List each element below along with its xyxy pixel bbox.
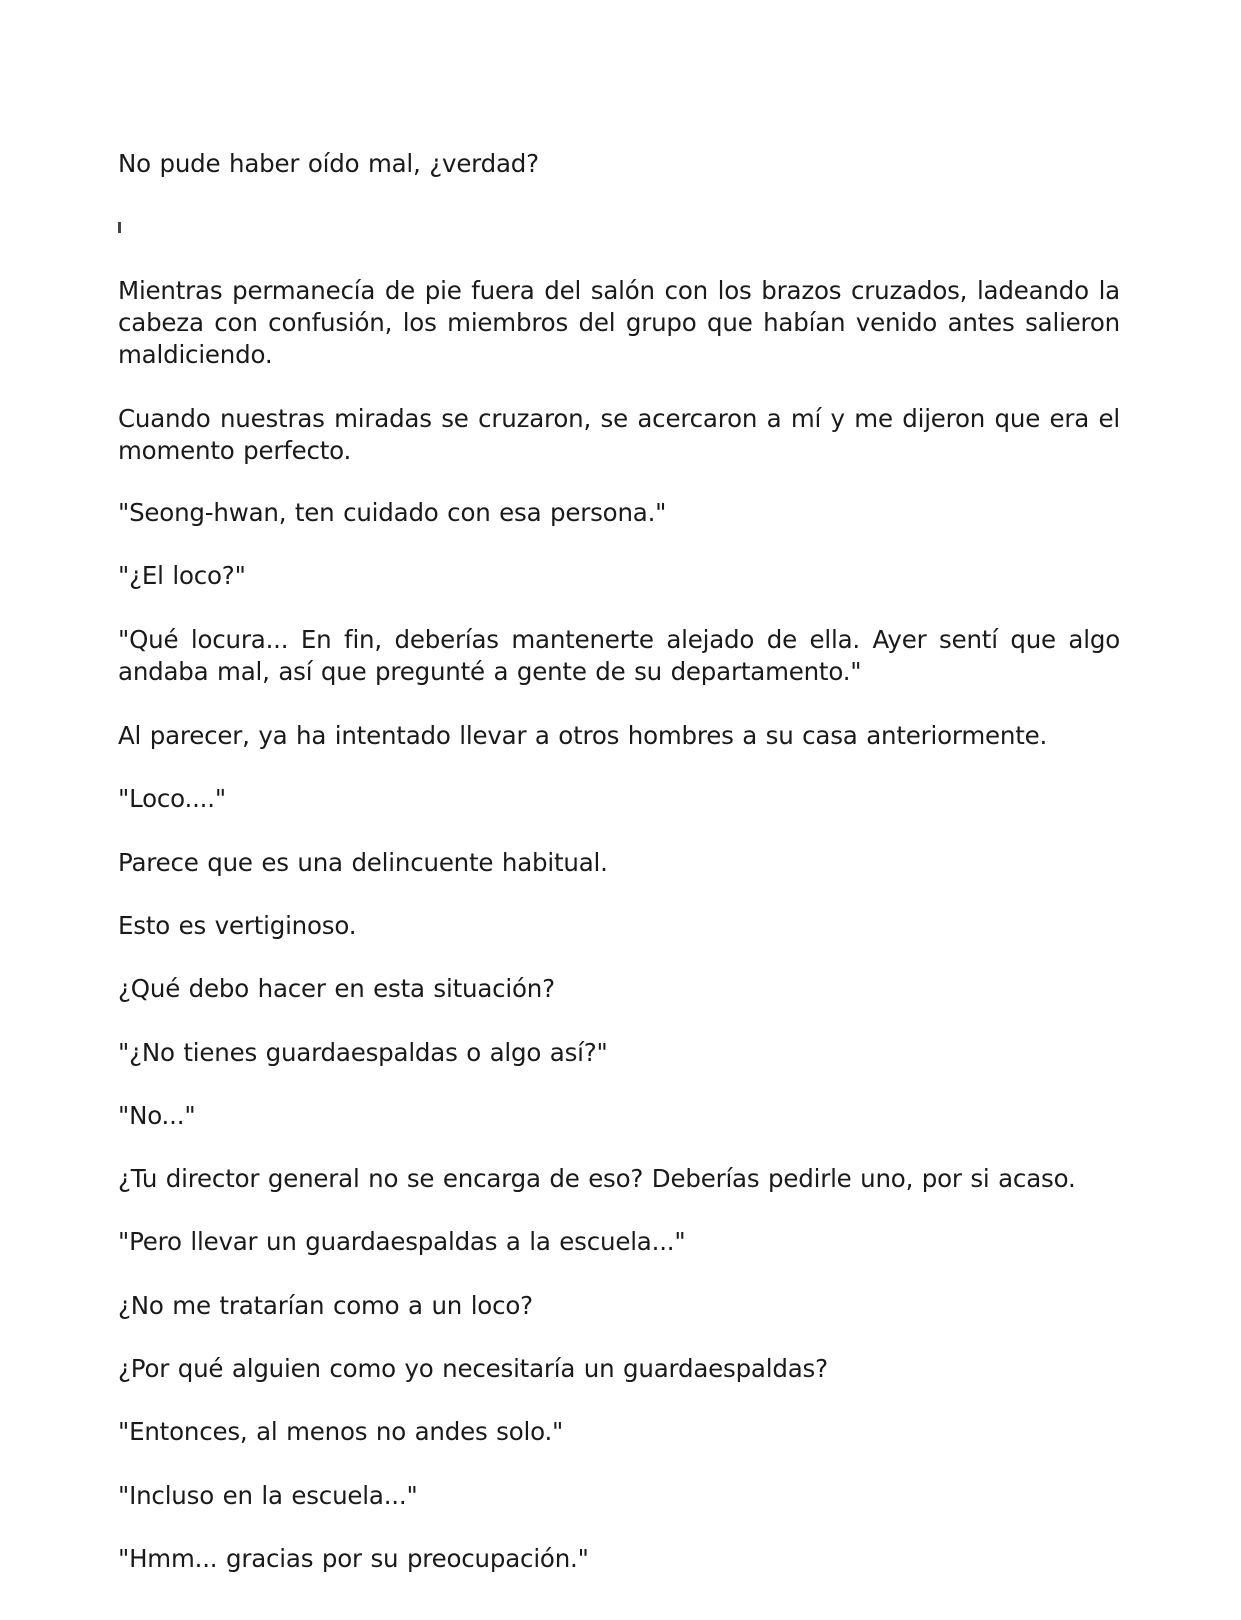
paragraph-19: "Incluso en la escuela..." <box>118 1481 418 1510</box>
paragraph-6: "Qué locura... En fin, deberías mantenerte alejado de ella. Ayer sentí que algo andaba mal, así que pregunté a gente de su departamento." <box>118 625 1120 686</box>
paragraph-1: No pude haber oído mal, ¿verdad? <box>118 149 539 178</box>
paragraph-20: "Hmm... gracias por su preocupación." <box>118 1544 589 1573</box>
paragraph-12: "¿No tienes guardaespaldas o algo así?" <box>118 1038 608 1067</box>
paragraph-9: Parece que es una delincuente habitual. <box>118 848 608 877</box>
paragraph-18: "Entonces, al menos no andes solo." <box>118 1417 564 1446</box>
paragraph-15: "Pero llevar un guardaespaldas a la escuela..." <box>118 1227 686 1256</box>
paragraph-13: "No..." <box>118 1101 196 1130</box>
paragraph-16: ¿No me tratarían como a un loco? <box>118 1291 533 1320</box>
paragraph-17: ¿Por qué alguien como yo necesitaría un guardaespaldas? <box>118 1354 828 1383</box>
paragraph-3: Cuando nuestras miradas se cruzaron, se acercaron a mí y me dijeron que era el momento perfecto. <box>118 404 1120 465</box>
paragraph-14: ¿Tu director general no se encarga de eso? Deberías pedirle uno, por si acaso. <box>118 1164 1076 1193</box>
paragraph-7: Al parecer, ya ha intentado llevar a otros hombres a su casa anteriormente. <box>118 721 1048 750</box>
stray-mark <box>118 222 121 233</box>
paragraph-8: "Loco...." <box>118 784 226 813</box>
paragraph-4: "Seong-hwan, ten cuidado con esa persona." <box>118 498 667 527</box>
paragraph-11: ¿Qué debo hacer en esta situación? <box>118 974 555 1003</box>
paragraph-5: "¿El loco?" <box>118 561 246 590</box>
paragraph-2: Mientras permanecía de pie fuera del salón con los brazos cruzados, ladeando la cabeza con confusión, los miembros del grupo que habían venido antes salieron maldiciendo. <box>118 276 1120 369</box>
paragraph-10: Esto es vertiginoso. <box>118 911 357 940</box>
